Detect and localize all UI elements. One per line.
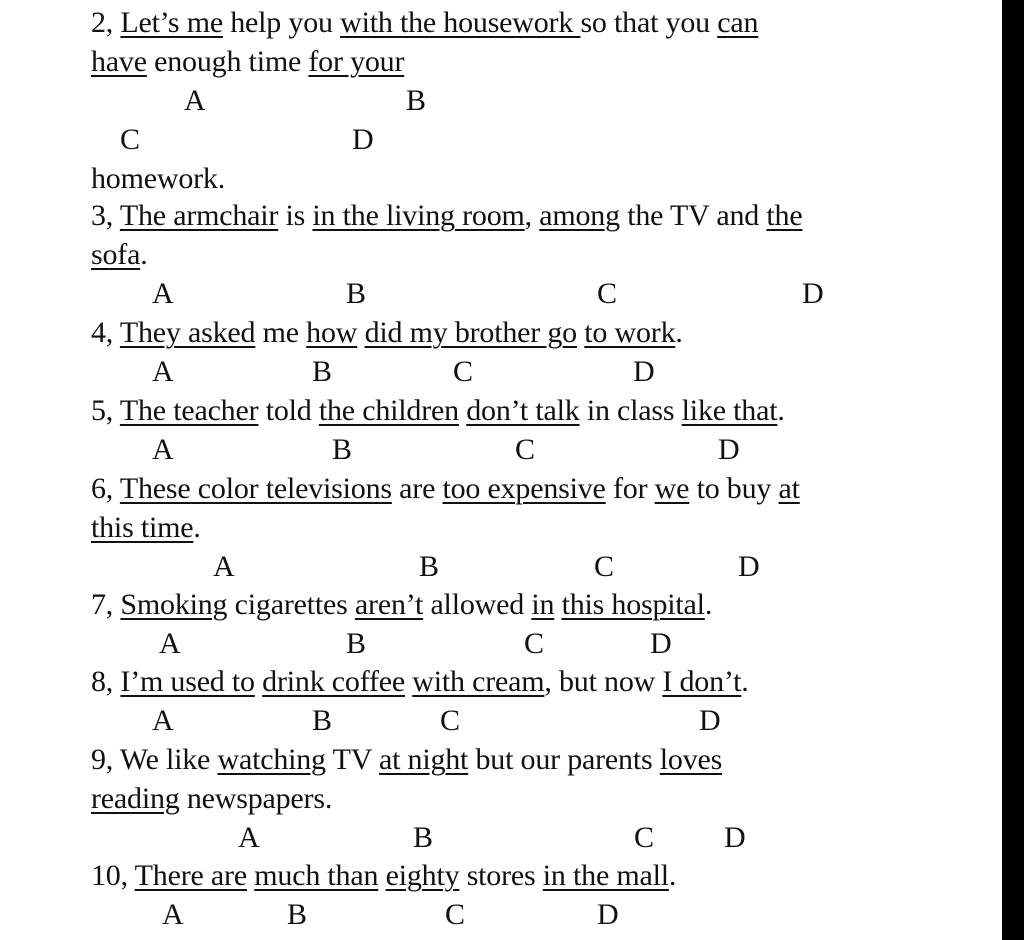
sentence-text: , but now	[544, 665, 663, 698]
sentence-text: to buy	[689, 472, 779, 505]
sentence-text: in class	[579, 394, 682, 427]
sentence-text: 3,	[91, 199, 120, 232]
underlined-option-text: These color televisions	[119, 472, 392, 505]
underlined-option-text: eighty	[385, 859, 460, 892]
underlined-option-text: drink coffee	[262, 665, 405, 698]
option-letter-a: A	[159, 627, 181, 660]
option-letter-b: B	[406, 84, 427, 117]
underlined-option-text: with cream	[412, 665, 545, 698]
sentence-text	[378, 859, 385, 892]
option-letter-a: A	[238, 821, 260, 854]
sentence-text: 4,	[91, 316, 120, 349]
option-letter-b: B	[413, 821, 434, 854]
underlined-option-text: much than	[254, 859, 379, 892]
option-letter-a: A	[162, 898, 184, 931]
sentence-text: is	[278, 199, 313, 232]
sentence-text: .	[193, 511, 201, 544]
question-text-line	[91, 470, 800, 508]
option-letter-b: B	[312, 704, 333, 737]
sentence-text: cigarettes	[227, 588, 355, 621]
sentence-text: 8,	[91, 665, 121, 698]
question-text-line	[91, 663, 749, 701]
underlined-option-text: the	[766, 199, 803, 232]
question-text-line	[91, 857, 676, 895]
underlined-option-text: aren’t	[354, 588, 424, 621]
question-text-line	[91, 4, 758, 42]
sentence-text: but our parents	[468, 743, 660, 776]
option-letter-d: D	[724, 821, 746, 854]
option-letter-c: C	[524, 627, 545, 660]
underlined-option-text: for your	[308, 45, 405, 78]
sentence-text: .	[741, 665, 749, 698]
sentence-text: 7,	[91, 588, 121, 621]
underlined-option-text: too expensive	[442, 472, 606, 505]
option-letter-b: B	[346, 627, 367, 660]
underlined-option-text: with the housework	[340, 6, 581, 39]
question-text-line	[91, 741, 722, 779]
option-letter-b: B	[312, 355, 333, 388]
option-letter-b: B	[419, 550, 440, 583]
sentence-text: .	[675, 316, 683, 349]
sentence-text: told	[258, 394, 319, 427]
sentence-text: stores	[459, 859, 543, 892]
option-letter-d: D	[718, 433, 740, 466]
option-letter-d: D	[597, 898, 619, 931]
underlined-option-text: like that	[681, 394, 778, 427]
sentence-text: enough time	[146, 45, 309, 78]
option-letter-a: A	[213, 550, 235, 583]
question-text-line	[91, 197, 802, 235]
option-letter-b: B	[332, 433, 353, 466]
sentence-text: for	[605, 472, 655, 505]
sentence-text: 10,	[91, 859, 135, 892]
option-letter-c: C	[594, 550, 615, 583]
underlined-option-text: loves	[659, 743, 723, 776]
option-letter-c: C	[120, 123, 141, 156]
sentence-text: .	[777, 394, 785, 427]
underlined-option-text: in	[531, 588, 555, 621]
sentence-text: 5,	[91, 394, 120, 427]
question-tail-text: homework.	[91, 162, 226, 195]
option-letter-d: D	[802, 277, 824, 310]
underlined-option-text: don’t talk	[466, 394, 580, 427]
option-letter-d: D	[633, 355, 655, 388]
option-letter-c: C	[634, 821, 655, 854]
option-letter-a: A	[152, 704, 174, 737]
underlined-option-text: Smoking	[120, 588, 228, 621]
sentence-text: TV	[325, 743, 379, 776]
underlined-option-text: can	[717, 6, 759, 39]
sentence-text: allowed	[423, 588, 532, 621]
question-text-line	[91, 509, 201, 547]
sentence-text: 9, We like	[91, 743, 218, 776]
underlined-option-text: The armchair	[119, 199, 279, 232]
underlined-option-text: did my brother go	[364, 316, 577, 349]
option-letter-b: B	[346, 277, 367, 310]
underlined-option-text: how	[306, 316, 358, 349]
option-letter-c: C	[445, 898, 466, 931]
underlined-option-text: we	[654, 472, 690, 505]
sentence-text: .	[140, 238, 148, 271]
underlined-option-text: in the mall	[542, 859, 669, 892]
underlined-option-text: They asked	[119, 316, 256, 349]
underlined-option-text: at night	[378, 743, 469, 776]
sentence-text: ,	[524, 199, 540, 232]
sentence-text: are	[391, 472, 443, 505]
option-letter-d: D	[738, 550, 760, 583]
underlined-option-text: watching	[217, 743, 326, 776]
underlined-option-text: among	[539, 199, 620, 232]
option-letter-c: C	[597, 277, 618, 310]
underlined-option-text: sofa	[91, 238, 141, 271]
option-letter-b: B	[287, 898, 308, 931]
option-letter-a: A	[184, 84, 206, 117]
option-letter-c: C	[440, 704, 461, 737]
underlined-option-text: have	[91, 45, 147, 78]
underlined-option-text: this hospital	[561, 588, 705, 621]
option-letter-a: A	[152, 277, 174, 310]
underlined-option-text: Let’s me	[120, 6, 223, 39]
underlined-option-text: There are	[134, 859, 247, 892]
option-letter-d: D	[650, 627, 672, 660]
sentence-text: newspapers.	[179, 782, 333, 815]
underlined-option-text: The teacher	[119, 394, 259, 427]
option-letter-a: A	[152, 433, 174, 466]
sentence-text: 6,	[91, 472, 120, 505]
question-text-line	[91, 392, 785, 430]
underlined-option-text: in the living room	[312, 199, 525, 232]
underlined-option-text: at	[778, 472, 800, 505]
question-text-line	[91, 236, 148, 274]
right-edge-bar	[1002, 0, 1024, 940]
sentence-text: the TV and	[619, 199, 767, 232]
sentence-text: so that you	[580, 6, 718, 39]
sentence-text: help you	[222, 6, 341, 39]
option-letter-d: D	[352, 123, 374, 156]
option-letter-a: A	[152, 355, 174, 388]
underlined-option-text: this time	[91, 511, 194, 544]
sentence-text: .	[704, 588, 713, 621]
sentence-text	[357, 316, 364, 349]
question-text-line	[91, 43, 404, 81]
sentence-text: me	[255, 316, 307, 349]
question-text-line	[91, 314, 683, 352]
option-letter-d: D	[699, 704, 721, 737]
underlined-option-text: reading	[91, 782, 180, 815]
question-text-line	[91, 780, 332, 818]
sentence-text: .	[668, 859, 677, 892]
underlined-option-text: the children	[318, 394, 459, 427]
underlined-option-text: I’m used to	[120, 665, 255, 698]
question-text-line	[91, 586, 712, 624]
option-letter-c: C	[515, 433, 536, 466]
option-letter-c: C	[453, 355, 474, 388]
underlined-option-text: I don’t	[662, 665, 742, 698]
sentence-text	[554, 588, 561, 621]
sentence-text: 2,	[91, 6, 121, 39]
underlined-option-text: to work	[584, 316, 676, 349]
